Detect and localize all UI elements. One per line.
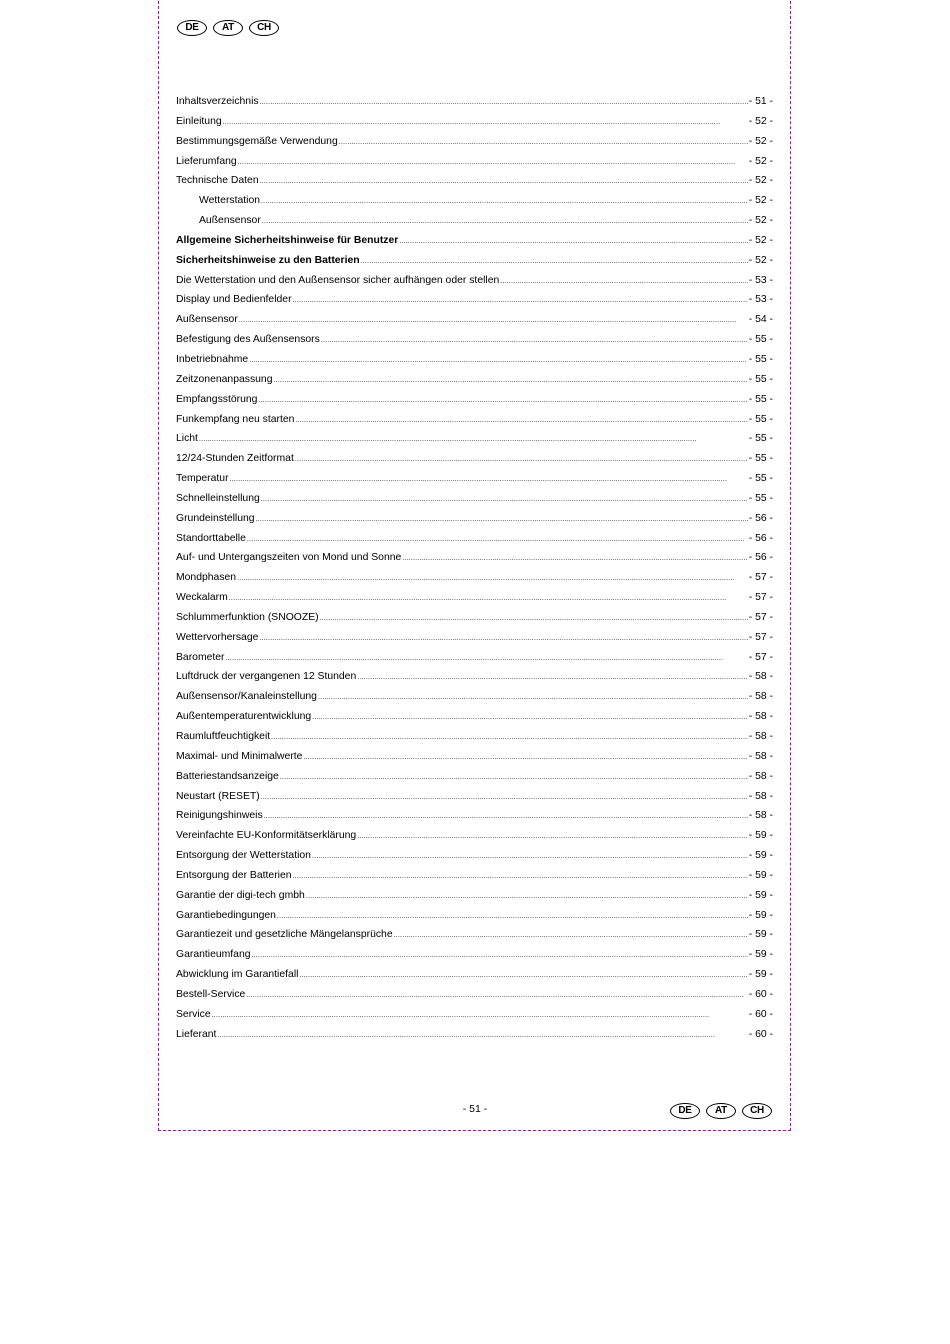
toc-dot-leader: [247, 533, 748, 544]
toc-entry-page: - 51 -: [748, 96, 773, 107]
toc-dot-leader: [293, 870, 748, 881]
toc-entry-page: - 59 -: [748, 889, 773, 901]
toc-dot-leader: [295, 414, 747, 425]
toc-entry-page: - 54 -: [748, 314, 773, 326]
toc-entry-title: Garantieumfang: [176, 949, 251, 961]
toc-entry-page: - 57 -: [748, 611, 773, 623]
country-badge-at: AT: [213, 20, 243, 36]
toc-entry[interactable]: [176, 175, 773, 195]
toc-entry[interactable]: [176, 949, 773, 969]
toc-dot-leader: [357, 830, 748, 841]
toc-dot-leader: [249, 354, 748, 365]
toc-dot-leader: [312, 711, 748, 722]
toc-entry-page: - 60 -: [748, 988, 773, 1000]
toc-dot-leader: [273, 374, 747, 385]
toc-entry-title: Außensensor/Kanaleinstellung: [176, 691, 317, 703]
toc-dot-leader: [261, 195, 748, 206]
toc-entry-page: - 58 -: [748, 671, 773, 683]
toc-entry-title: Display und Bedienfelder: [176, 294, 292, 306]
toc-entry-title: Bestell-Service: [176, 988, 246, 1000]
toc-entry-title: Maximal- und Minimalwerte: [176, 750, 303, 762]
toc-entry-title: Empfangsstörung: [176, 393, 258, 405]
toc-entry-page: - 57 -: [748, 572, 773, 584]
toc-entry-page: - 52 -: [748, 135, 773, 147]
toc-entry[interactable]: [176, 453, 773, 473]
toc-dot-leader: [212, 1009, 748, 1020]
toc-entry-page: - 52 -: [748, 234, 773, 246]
toc-dot-leader: [252, 949, 748, 960]
toc-entry-title: Die Wetterstation und den Außensensor sicher aufhängen oder stellen: [176, 274, 500, 286]
toc-entry-title: Raumluftfeuchtigkeit: [176, 731, 271, 742]
country-badges-top: [177, 20, 279, 36]
toc-dot-leader: [262, 215, 748, 226]
toc-entry[interactable]: [176, 1029, 773, 1049]
toc-entry[interactable]: [176, 314, 773, 334]
toc-entry-page: - 52 -: [748, 215, 773, 227]
toc-entry[interactable]: [176, 136, 773, 156]
toc-entry-page: - 56 -: [748, 552, 773, 564]
toc-entry[interactable]: [176, 275, 773, 295]
country-badge-ch: CH: [249, 20, 279, 36]
toc-entry-title: Funkempfang neu starten: [176, 413, 295, 425]
country-badge-de: DE: [177, 20, 207, 36]
toc-entry[interactable]: [176, 592, 773, 612]
toc-entry-page: - 52 -: [748, 115, 773, 127]
toc-dot-leader: [361, 255, 748, 266]
toc-entry-title: Lieferant: [176, 1028, 217, 1040]
toc-entry-title: Allgemeine Sicherheitshinweise für Benutzer: [176, 234, 399, 246]
toc-entry-title: Batteriestandsanzeige: [176, 770, 279, 782]
toc-entry[interactable]: [176, 235, 773, 255]
toc-dot-leader: [280, 771, 748, 782]
toc-entry-page: - 59 -: [748, 830, 773, 842]
toc-entry-title: Abwicklung im Garantiefall: [176, 969, 299, 981]
toc-dot-leader: [321, 334, 748, 345]
toc-entry-page: - 59 -: [748, 969, 773, 981]
toc-dot-leader: [303, 751, 747, 762]
page-number: - 51 -: [462, 1103, 488, 1115]
toc-dot-leader: [299, 969, 747, 980]
toc-dot-leader: [261, 791, 748, 802]
toc-entry-title: Außensensor: [199, 215, 261, 227]
toc-dot-leader: [256, 513, 748, 524]
toc-entry-title: Temperatur: [176, 473, 229, 485]
toc-entry-page: - 60 -: [748, 1008, 773, 1020]
toc-entry[interactable]: [176, 473, 773, 493]
toc-entry-page: - 58 -: [748, 711, 773, 723]
toc-entry-title: Entsorgung der Batterien: [176, 869, 292, 881]
toc-entry[interactable]: [176, 414, 773, 434]
toc-entry-title: Weckalarm: [176, 592, 228, 604]
table-of-contents: [176, 96, 773, 1049]
toc-entry-title: Luftdruck der vergangenen 12 Stunden: [176, 671, 357, 683]
toc-entry-page: - 55 -: [748, 413, 773, 425]
toc-entry[interactable]: [176, 652, 773, 672]
toc-entry-title: Sicherheitshinweise zu den Batterien: [176, 254, 360, 266]
toc-entry-title: Barometer: [176, 651, 225, 663]
toc-entry-page: - 52 -: [748, 155, 773, 167]
toc-dot-leader: [261, 493, 748, 504]
toc-dot-leader: [199, 433, 748, 444]
toc-entry-title: Garantie der digi-tech gmbh: [176, 889, 305, 901]
toc-entry-page: - 57 -: [748, 592, 773, 604]
toc-entry-title: Inhaltsverzeichnis: [176, 96, 259, 107]
toc-dot-leader: [237, 572, 748, 583]
toc-entry[interactable]: [176, 870, 773, 890]
toc-entry[interactable]: [176, 255, 773, 275]
toc-entry[interactable]: [176, 890, 773, 910]
toc-entry-title: 12/24-Stunden Zeitformat: [176, 453, 294, 465]
toc-entry-page: - 52 -: [748, 195, 773, 207]
toc-entry-title: Bestimmungsgemäße Verwendung: [176, 135, 338, 147]
toc-entry[interactable]: [176, 791, 773, 811]
toc-dot-leader: [399, 235, 747, 246]
toc-entry-title: Standorttabelle: [176, 532, 246, 544]
toc-dot-leader: [260, 96, 748, 107]
toc-dot-leader: [306, 890, 748, 901]
toc-entry[interactable]: [176, 910, 773, 930]
toc-entry-page: - 59 -: [748, 909, 773, 921]
toc-entry[interactable]: [176, 671, 773, 691]
toc-dot-leader: [217, 1029, 747, 1040]
toc-entry-title: Außentemperaturentwicklung: [176, 711, 312, 723]
toc-entry-title: Lieferumfang: [176, 155, 237, 167]
toc-entry[interactable]: [176, 969, 773, 989]
toc-entry[interactable]: [176, 215, 773, 235]
toc-entry-page: - 55 -: [748, 453, 773, 465]
toc-entry-page: - 59 -: [748, 949, 773, 961]
toc-entry[interactable]: [176, 1009, 773, 1029]
toc-entry-title: Wetterstation: [199, 195, 261, 207]
toc-entry[interactable]: [176, 552, 773, 572]
toc-entry[interactable]: [176, 493, 773, 513]
toc-entry-title: Neustart (RESET): [176, 790, 260, 802]
toc-dot-leader: [394, 929, 748, 940]
toc-entry-page: - 56 -: [748, 532, 773, 544]
toc-entry[interactable]: [176, 810, 773, 830]
toc-dot-leader: [277, 910, 748, 921]
toc-entry-page: - 53 -: [748, 274, 773, 286]
toc-entry[interactable]: [176, 195, 773, 215]
toc-dot-leader: [246, 989, 747, 1000]
toc-entry[interactable]: [176, 771, 773, 791]
toc-dot-leader: [357, 671, 747, 682]
toc-dot-leader: [259, 632, 747, 643]
toc-entry[interactable]: [176, 116, 773, 136]
toc-entry[interactable]: [176, 612, 773, 632]
toc-entry-title: Mondphasen: [176, 572, 237, 584]
toc-dot-leader: [295, 453, 748, 464]
toc-dot-leader: [264, 810, 748, 821]
toc-entry[interactable]: [176, 929, 773, 949]
toc-entry-title: Außensensor: [176, 314, 238, 326]
toc-entry-page: - 55 -: [748, 473, 773, 485]
toc-entry[interactable]: [176, 731, 773, 751]
toc-dot-leader: [402, 552, 747, 563]
toc-entry[interactable]: [176, 513, 773, 533]
toc-entry[interactable]: [176, 989, 773, 1009]
toc-entry[interactable]: [176, 334, 773, 354]
toc-entry-page: - 57 -: [748, 631, 773, 643]
toc-entry-title: Garantiezeit und gesetzliche Mängelansprüche: [176, 929, 393, 941]
toc-entry-page: - 52 -: [748, 254, 773, 266]
toc-entry-title: Grundeinstellung: [176, 512, 255, 524]
toc-entry-page: - 59 -: [748, 869, 773, 881]
toc-entry-page: - 58 -: [748, 810, 773, 822]
toc-entry[interactable]: [176, 830, 773, 850]
toc-dot-leader: [339, 136, 748, 147]
toc-entry-title: Zeitzonenanpassung: [176, 373, 273, 385]
toc-dot-leader: [238, 156, 748, 167]
toc-entry-title: Befestigung des Außensensors: [176, 334, 320, 346]
toc-entry[interactable]: [176, 354, 773, 374]
toc-entry-page: - 53 -: [748, 294, 773, 306]
toc-dot-leader: [229, 592, 748, 603]
toc-entry[interactable]: [176, 96, 773, 116]
toc-dot-leader: [260, 175, 748, 186]
toc-entry-page: - 58 -: [748, 750, 773, 762]
toc-entry-page: - 58 -: [748, 731, 773, 742]
toc-entry[interactable]: [176, 711, 773, 731]
toc-dot-leader: [239, 314, 748, 325]
toc-entry-title: Reinigungshinweis: [176, 810, 263, 822]
toc-dot-leader: [271, 731, 748, 742]
toc-entry-page: - 57 -: [748, 651, 773, 663]
toc-entry-page: - 59 -: [748, 850, 773, 862]
toc-entry-title: Entsorgung der Wetterstation: [176, 850, 311, 862]
country-badges-bottom: [670, 1103, 772, 1119]
toc-entry-title: Schlummerfunktion (SNOOZE): [176, 611, 319, 623]
toc-entry-title: Schnelleinstellung: [176, 492, 260, 504]
toc-dot-leader: [318, 691, 748, 702]
toc-entry-page: - 59 -: [748, 929, 773, 941]
toc-entry-title: Vereinfachte EU-Konformitätserklärung: [176, 830, 357, 842]
toc-entry-page: - 58 -: [748, 770, 773, 782]
toc-entry[interactable]: [176, 156, 773, 176]
toc-dot-leader: [258, 394, 747, 405]
toc-entry-page: - 60 -: [748, 1028, 773, 1040]
toc-entry-page: - 58 -: [748, 790, 773, 802]
toc-entry-page: - 55 -: [748, 433, 773, 445]
toc-entry[interactable]: [176, 433, 773, 453]
toc-entry-page: - 55 -: [748, 373, 773, 385]
country-badge-at: AT: [706, 1103, 736, 1119]
toc-entry-title: Licht: [176, 433, 198, 445]
toc-entry-page: - 55 -: [748, 492, 773, 504]
toc-dot-leader: [293, 294, 748, 305]
toc-entry-page: - 55 -: [748, 334, 773, 346]
toc-entry-title: Technische Daten: [176, 175, 259, 187]
toc-entry[interactable]: [176, 294, 773, 314]
toc-entry-page: - 52 -: [748, 175, 773, 187]
toc-entry[interactable]: [176, 632, 773, 652]
toc-entry-title: Garantiebedingungen: [176, 909, 276, 921]
toc-dot-leader: [223, 116, 748, 127]
toc-entry[interactable]: [176, 691, 773, 711]
toc-entry[interactable]: [176, 394, 773, 414]
toc-entry-title: Inbetriebnahme: [176, 353, 249, 365]
toc-dot-leader: [320, 612, 748, 623]
toc-dot-leader: [312, 850, 748, 861]
toc-entry[interactable]: [176, 374, 773, 394]
toc-entry[interactable]: [176, 572, 773, 592]
toc-dot-leader: [226, 652, 748, 663]
toc-entry-page: - 55 -: [748, 393, 773, 405]
toc-entry-title: Auf- und Untergangszeiten von Mond und Sonne: [176, 552, 402, 564]
toc-entry-title: Wettervorhersage: [176, 631, 259, 643]
country-badge-ch: CH: [742, 1103, 772, 1119]
toc-entry[interactable]: [176, 751, 773, 771]
toc-dot-leader: [500, 275, 747, 286]
toc-entry-title: Einleitung: [176, 115, 222, 127]
toc-entry-title: Service: [176, 1008, 211, 1020]
country-badge-de: DE: [670, 1103, 700, 1119]
toc-entry[interactable]: [176, 533, 773, 553]
toc-entry-page: - 56 -: [748, 512, 773, 524]
toc-entry[interactable]: [176, 850, 773, 870]
toc-dot-leader: [230, 473, 748, 484]
toc-entry-page: - 55 -: [748, 353, 773, 365]
toc-entry-page: - 58 -: [748, 691, 773, 703]
